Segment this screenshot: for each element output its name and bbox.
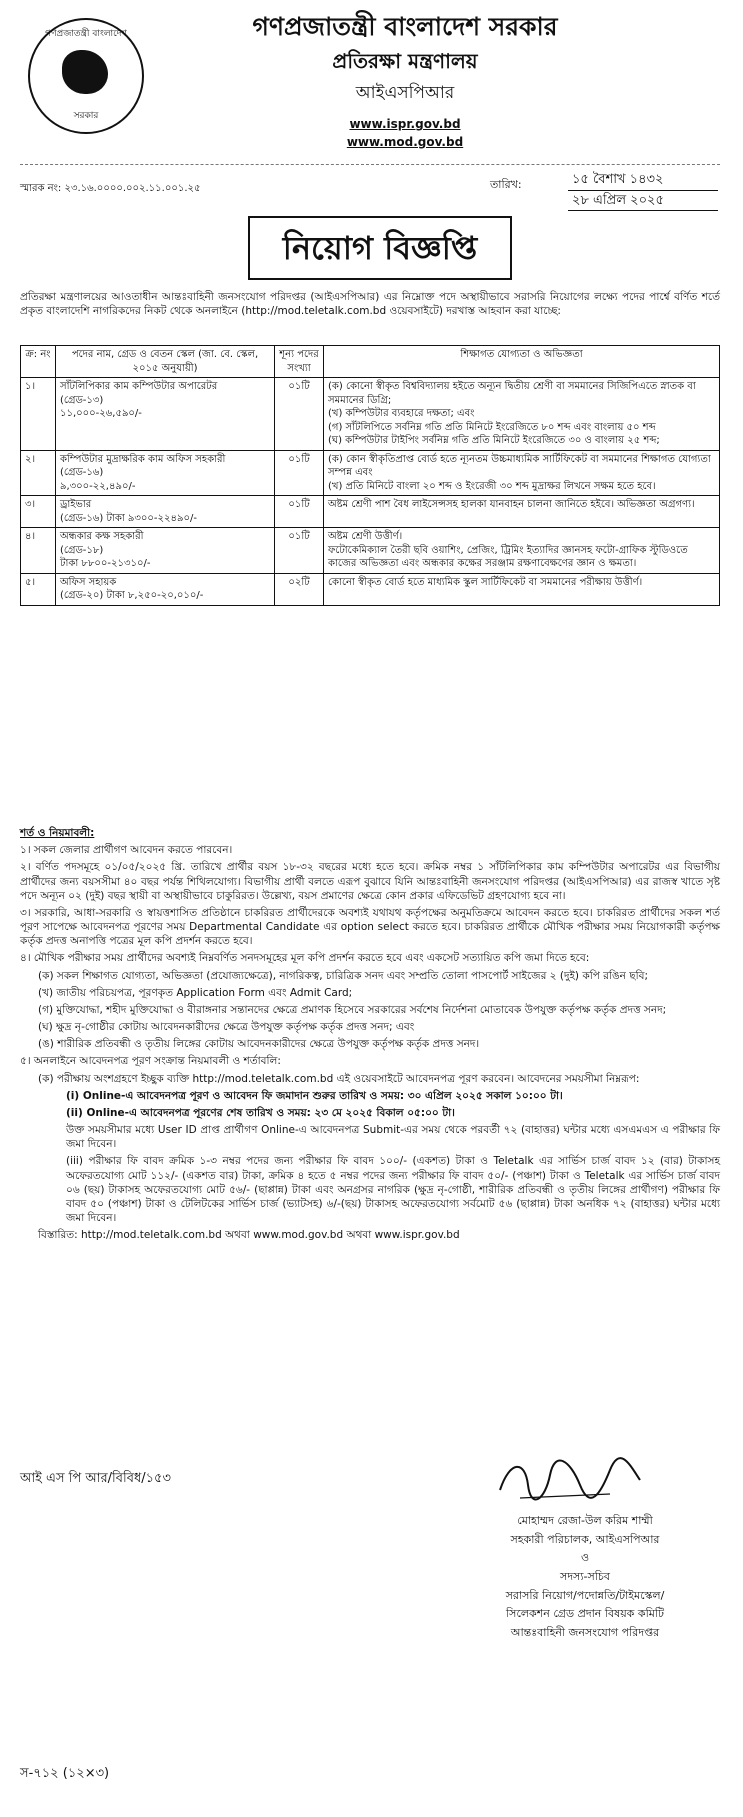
signatory-block: [450, 1512, 720, 1643]
intro-paragraph: প্রতিরক্ষা মন্ত্রণালয়ের আওতাধীন আন্তঃবাহিনী জনসংযোগ পরিদপ্তর (আইএসপিআর) এর নিম্নোক্ত পদে অস্থায়ীভাবে সরাসরি নিয়োগের লক্ষ্যে পদের পার্শ্বে বর্ণিত শর্তে প্রকৃত বাংলাদেশি নাগরিকদের নিকট থেকে অনলাইনে (http://mod.teletalk.com.bd ওয়েবসাইটে) দরখাস্ত আহবান করা যাচ্ছে:: [20, 291, 720, 318]
government-seal: [28, 18, 144, 134]
table-row: [21, 528, 720, 574]
term-4: ৪। মৌখিক পরীক্ষার সময় প্রার্থীদের অবশ্যই নিম্নবর্ণিত সনদসমূহের মূল কপি প্রদর্শন করতে হবে এবং একসেট সত্যায়িত কপি জমা দিতে হবে:: [20, 952, 590, 965]
serial-cell: ১।: [21, 378, 56, 451]
term-5: ৫। অনলাইনে আবেদনপত্র পূরণ সংক্রান্ত নিয়মাবলী ও শর্তাবলি:: [20, 1055, 281, 1068]
post-post: সাঁটলিপিকার কাম কম্পিউটার অপারেটর: [60, 381, 218, 392]
term-4e: (ঙ) শারীরিক প্রতিবন্ধী ও তৃতীয় লিঙ্গের কোটায় আবেদনকারীদের ক্ষেত্রে উপযুক্ত কর্তৃপক্ষ কর্তৃক প্রদত্ত সনদ।: [38, 1038, 480, 1051]
ispr-website-link[interactable]: www.ispr.gov.bd: [349, 117, 461, 131]
post-post: ড্রাইভার: [60, 499, 92, 510]
member-secretary: সদস্য-সচিব: [560, 1570, 610, 1584]
vacancy-count-cell: ০২টি: [275, 573, 324, 605]
term-1: ১। সকল জেলার প্রার্থীগণ আবেদন করতে পারবেন।: [20, 844, 233, 857]
signatory-designation: সহকারী পরিচালক, আইএসপিআর: [510, 1532, 660, 1546]
vacancy-count-cell: ০১টি: [275, 378, 324, 451]
term-5-i: (i) Online-এ আবেদনপত্র পূরণ ও আবেদন ফি জমাদান শুরুর তারিখ ও সময়: ৩০ এপ্রিল ২০২৫ সকাল ১০:০০ টা।: [66, 1089, 563, 1102]
qualification-line: অষ্টম শ্রেণী পাশ বৈধ লাইসেন্সসহ হালকা যানবাহন চালনা জানিতে হইবে। অভিজ্ঞতা অগ্রগণ্য।: [328, 499, 695, 510]
date-english: ২৮ এপ্রিল ২০২৫: [568, 191, 718, 212]
qualification-line: কোনো স্বীকৃত বোর্ড হতে মাধ্যমিক স্কুল সার্টিফিকেট বা সমমানের পরীক্ষায় উত্তীর্ণ।: [328, 576, 643, 588]
table-row: [21, 450, 720, 496]
header-serial: ক্র: নং: [21, 346, 56, 378]
post-scale: ৯,৩০০-২২,৪৯০/-: [60, 480, 136, 492]
date-bangla: ১৫ বৈশাখ ১৪৩২: [568, 170, 718, 191]
term-5-ii: (ii) Online-এ আবেদনপত্র পূরণের শেষ তারিখ ও সময়: ২৩ মে ২০২৫ বিকাল ০৫:০০ টা।: [66, 1106, 455, 1119]
footer-reference: আই এস পি আর/বিবিধ/১৫৩: [20, 1471, 171, 1486]
post-grade: (গ্রেড-২০) টাকা ৮,২৫০-২০,০১০/-: [60, 590, 204, 601]
post-cell: [56, 450, 275, 496]
qualification-line: (ঘ) কম্পিউটার টাইপিং সর্বনিম্ন গতি প্রতি মিনিটে ইংরেজিতে ৩০ ও বাংলায় ২৫ শব্দ;: [328, 435, 660, 446]
term-3: ৩। সরকারি, আধা-সরকারি ও স্বায়ত্তশাসিত প্রতিষ্ঠানে চাকরিরত প্রার্থীদেরকে অবশ্যই যথাযথ কর্তৃপক্ষের অনুমতিক্রমে আবেদন করতে হবে। চাকরিরত প্রার্থীদের সকল শর্ত পূরণ সাপেক্ষে আবেদনপত্র পূরণের সময় Departmental Candidate এর option select করতে হবে। চাকরিরত প্রার্থীকে মৌখিক পরীক্ষার সময় নিয়োগকারী কর্তৃপক্ষ কর্তৃক প্রদত্ত অনাপত্তি পত্রের মূল কপি প্রদর্শন করতে হবে।: [20, 906, 720, 948]
qualification-line: ফটোকেমিক্যাল তৈরী ছবি ওয়াশিং, প্রেজিং, ট্রিমিং ইত্যাদির জ্ঞানসহ ফটো-গ্রাফিক স্টুডিওতে কাজের অভিজ্ঞতা এবং অন্ধকার কক্ষের সরঞ্জাম রক্ষণাবেক্ষণের জ্ঞান ও ক্ষমতা।: [328, 544, 688, 569]
term-4c: (গ) মুক্তিযোদ্ধা, শহীদ মুক্তিযোদ্ধা ও বীরাঙ্গনার সন্তানদের ক্ষেত্রে প্রমাণক হিসেবে সরকারের সর্বশেষ নির্দেশনা মোতাবেক উপযুক্ত কর্তৃপক্ষ কর্তৃক প্রদত্ত সনদ;: [38, 1003, 667, 1016]
serial-cell: ৩।: [21, 496, 56, 528]
bangladesh-map-icon: [62, 50, 108, 94]
table-row: [21, 573, 720, 605]
header-post: পদের নাম, গ্রেড ও বেতন স্কেল (জা. বে. স্কেল, ২০১৫ অনুযায়ী): [56, 346, 275, 378]
post-cell: [56, 378, 275, 451]
post-cell: [56, 496, 275, 528]
and-text: ও: [580, 1551, 590, 1565]
print-code: স-৭১২ (১২×৩): [20, 1766, 110, 1781]
term-5-note: উক্ত সময়সীমার মধ্যে User ID প্রাপ্ত প্রার্থীগণ Online-এ আবেদনপত্র Submit-এর সময় থেকে পরবর্তী ৭২ (বাহাত্তর) ঘন্টার মধ্যে এসএমএস এ পরীক্ষার ফি জমা দিবেন।: [66, 1124, 720, 1151]
date-label: তারিখ:: [490, 178, 522, 191]
serial-cell: ৪।: [21, 528, 56, 574]
vacancy-count-cell: ০১টি: [275, 450, 324, 496]
signature-icon: [490, 1450, 650, 1510]
term-5-iii: (iii) পরীক্ষার ফি বাবদ ক্রমিক ১-৩ নম্বর পদের জন্য পরীক্ষার ফি বাবদ ১০০/- (একশত) টাকা ও Teletalk এর সার্ভিস চার্জ বাবদ ১২ (বার) টাকাসহ অফেরতযোগ্য মোট ১১২/- (একশত বার) টাকা, ক্রমিক ৪ হতে ৫ নম্বর পদের জন্য পরীক্ষার ফি বাবদ ৫০/- (পঞ্চাশ) টাকা ও Teletalk এর সার্ভিস চার্জ বাবদ ০৬ (ছয়) টাকাসহ অফেরতযোগ্য মোট ৫৬/- (ছাপ্পান্ন) টাকা এবং অনগ্রসর নাগরিক (ক্ষুদ্র নৃ-গোষ্ঠী, শারীরিক প্রতিবন্ধী ও তৃতীয় লিঙ্গের প্রার্থীগণ) পরীক্ষার ফি বাবদ ৫০ (পঞ্চাশ) টাকা ও টেলিটকের সার্ভিস চার্জ (ভ্যাটসহ) ৬/-(ছয়) টাকাসহ অফেরতযোগ্য সর্বমোট ৫৬ (ছাপ্পান্ন) টাকা অনধিক ৭২ (বাহাত্তর) ঘন্টার মধ্যে জমা দিবেন।: [66, 1155, 720, 1225]
header-qualification: শিক্ষাগত যোগ্যতা ও অভিজ্ঞতা: [324, 346, 720, 378]
qualification-line: (গ) সাঁটলিপিতে সর্বনিম্ন গতি প্রতি মিনিটে ইংরেজিতে ৮০ শব্দ এবং বাংলায় ৫০ শব্দ: [328, 421, 656, 433]
table-row: [21, 378, 720, 451]
qualification-line: অষ্টম শ্রেণী উত্তীর্ণ।: [328, 531, 403, 542]
terms-section: [20, 826, 720, 1245]
term-2: ২। বর্ণিত পদসমূহে ০১/০৫/২০২৫ খ্রি. তারিখে প্রার্থীর বয়স ১৮-৩২ বছরের মধ্যে হতে হবে। ক্রমিক নম্বর ১ সাঁটলিপিকার কাম কম্পিউটার অপারেটর এর বিভাগীয় প্রার্থীদের জন্য বয়সসীমা ৪০ বছর পর্যন্ত শিথিলযোগ্য। বিভাগীয় প্রার্থী বলতে এরূপ বুঝাবে যিনি আন্তঃবাহিনী জনসংযোগ পরিদপ্তর (আইএসপিআর) এর রাজস্ব খাতে সৃষ্ট পদে অন্যূন ০২ (দুই) বছর স্থায়ী বা অস্থায়ীভাবে চাকুরিরত। উল্লেখ্য, বয়স প্রমাণের ক্ষেত্রে কোন প্রকার এফিডেভিট গ্রহণযোগ্য হবে না।: [20, 861, 720, 902]
seal-top-text: গণপ্রজাতন্ত্রী বাংলাদেশ: [45, 29, 127, 39]
post-post: অফিস সহায়ক: [60, 576, 117, 588]
vacancy-table: [20, 345, 720, 606]
post-grade: (গ্রেড-১৮): [60, 544, 104, 556]
post-cell: [56, 528, 275, 574]
table-row: [21, 496, 720, 528]
term-4a: (ক) সকল শিক্ষাগত যোগ্যতা, অভিজ্ঞতা (প্রযোজ্যক্ষেত্রে), নাগরিকত্ব, চারিত্রিক সনদ এবং সম্প্রতি তোলা পাসপোর্ট সাইজের ২ (দুই) কপি রঙিন ছবি;: [38, 969, 648, 982]
post-post: কম্পিউটার মুদ্রাক্ষরিক কাম অফিস সহকারী: [60, 453, 226, 465]
header-divider: [20, 164, 720, 165]
qualification-cell: [324, 573, 720, 605]
mod-website-link[interactable]: www.mod.gov.bd: [346, 135, 464, 149]
table-header-row: [21, 346, 720, 378]
details-links: বিস্তারিত: http://mod.teletalk.com.bd অথবা www.mod.gov.bd অথবা www.ispr.gov.bd: [38, 1229, 460, 1242]
post-post: অন্ধকার কক্ষ সহকারী: [60, 531, 144, 542]
header-count: শূন্য পদের সংখ্যা: [275, 346, 324, 378]
terms-title: শর্ত ও নিয়মাবলী:: [20, 827, 95, 839]
committee-line-1: সরাসরি নিয়োগ/পদোন্নতি/টাইমস্কেল/: [505, 1588, 665, 1602]
memo-reference: স্মারক নং: ২৩.১৬.০০০০.০০২.১১.০০১.২৫: [20, 183, 201, 194]
qualification-line: (ক) কোন স্বীকৃতিপ্রাপ্ত বোর্ড হতে ন্যূনতম উচ্চমাধ্যমিক সার্টিফিকেট বা সমমানের শিক্ষাগত যোগ্যতা সম্পন্ন এবং: [328, 453, 711, 478]
post-grade: (গ্রেড-১৬) টাকা ৯৩০০-২২৪৯০/-: [60, 512, 197, 524]
qualification-cell: [324, 378, 720, 451]
department-name: আন্তঃবাহিনী জনসংযোগ পরিদপ্তর: [510, 1626, 660, 1640]
qualification-line: (ক) কোনো স্বীকৃত বিশ্ববিদ্যালয় হইতে অন্যূন দ্বিতীয় শ্রেণী বা সমমানের সিজিপিএতে স্নাতক বা সমমানের ডিগ্রি;: [328, 381, 696, 406]
serial-cell: ২।: [21, 450, 56, 496]
ministry-name: প্রতিরক্ষা মন্ত্রণালয়: [332, 49, 478, 73]
term-5a: (ক) পরীক্ষায় অংশগ্রহণে ইচ্ছুক ব্যক্তি http://mod.teletalk.com.bd এই ওয়েবসাইটে আবেদনপত্র পূরণ করবেন। আবেদনের সময়সীমা নিম্নরূপ:: [38, 1072, 640, 1085]
notice-page: [20, 0, 720, 1817]
post-scale: টাকা ৮৮০০-২১৩১০/-: [60, 558, 151, 569]
post-grade: (গ্রেড-১৩): [60, 394, 104, 406]
term-4b: (খ) জাতীয় পরিচয়পত্র, পূরণকৃত Application Form এবং Admit Card;: [38, 986, 353, 999]
vacancy-count-cell: ০১টি: [275, 528, 324, 574]
qualification-line: (খ) কম্পিউটার ব্যবহারে দক্ষতা; এবং: [328, 408, 475, 419]
notice-title: নিয়োগ বিজ্ঞপ্তি: [248, 216, 512, 280]
serial-cell: ৫।: [21, 573, 56, 605]
vacancy-count-cell: ০১টি: [275, 496, 324, 528]
qualification-cell: [324, 528, 720, 574]
committee-line-2: সিলেকশন গ্রেড প্রদান বিষয়ক কমিটি: [506, 1607, 664, 1621]
memo-dates: [568, 170, 718, 211]
government-name: গণপ্রজাতন্ত্রী বাংলাদেশ সরকার: [252, 12, 558, 41]
qualification-cell: [324, 450, 720, 496]
post-grade: (গ্রেড-১৬): [60, 467, 104, 478]
qualification-cell: [324, 496, 720, 528]
qualification-line: (খ) প্রতি মিনিটে বাংলা ২০ শব্দ ও ইংরেজী ৩০ শব্দ মুদ্রাক্ষর লিখনে সক্ষম হতে হবে।: [328, 480, 656, 492]
post-cell: [56, 573, 275, 605]
post-scale: ১১,০০০-২৬,৫৯০/-: [60, 408, 142, 419]
seal-bottom-text: সরকার: [73, 110, 99, 121]
term-4d: (ঘ) ক্ষুদ্র নৃ-গোষ্ঠীর কোটায় আবেদনকারীদের ক্ষেত্রে উপযুক্ত কর্তৃপক্ষ কর্তৃক প্রদত্ত সনদ; এবং: [38, 1021, 415, 1034]
signatory-name: মোহাম্মদ রেজা-উল করিম শাম্মী: [517, 1514, 653, 1527]
office-name: আইএসপিআর: [355, 83, 455, 103]
